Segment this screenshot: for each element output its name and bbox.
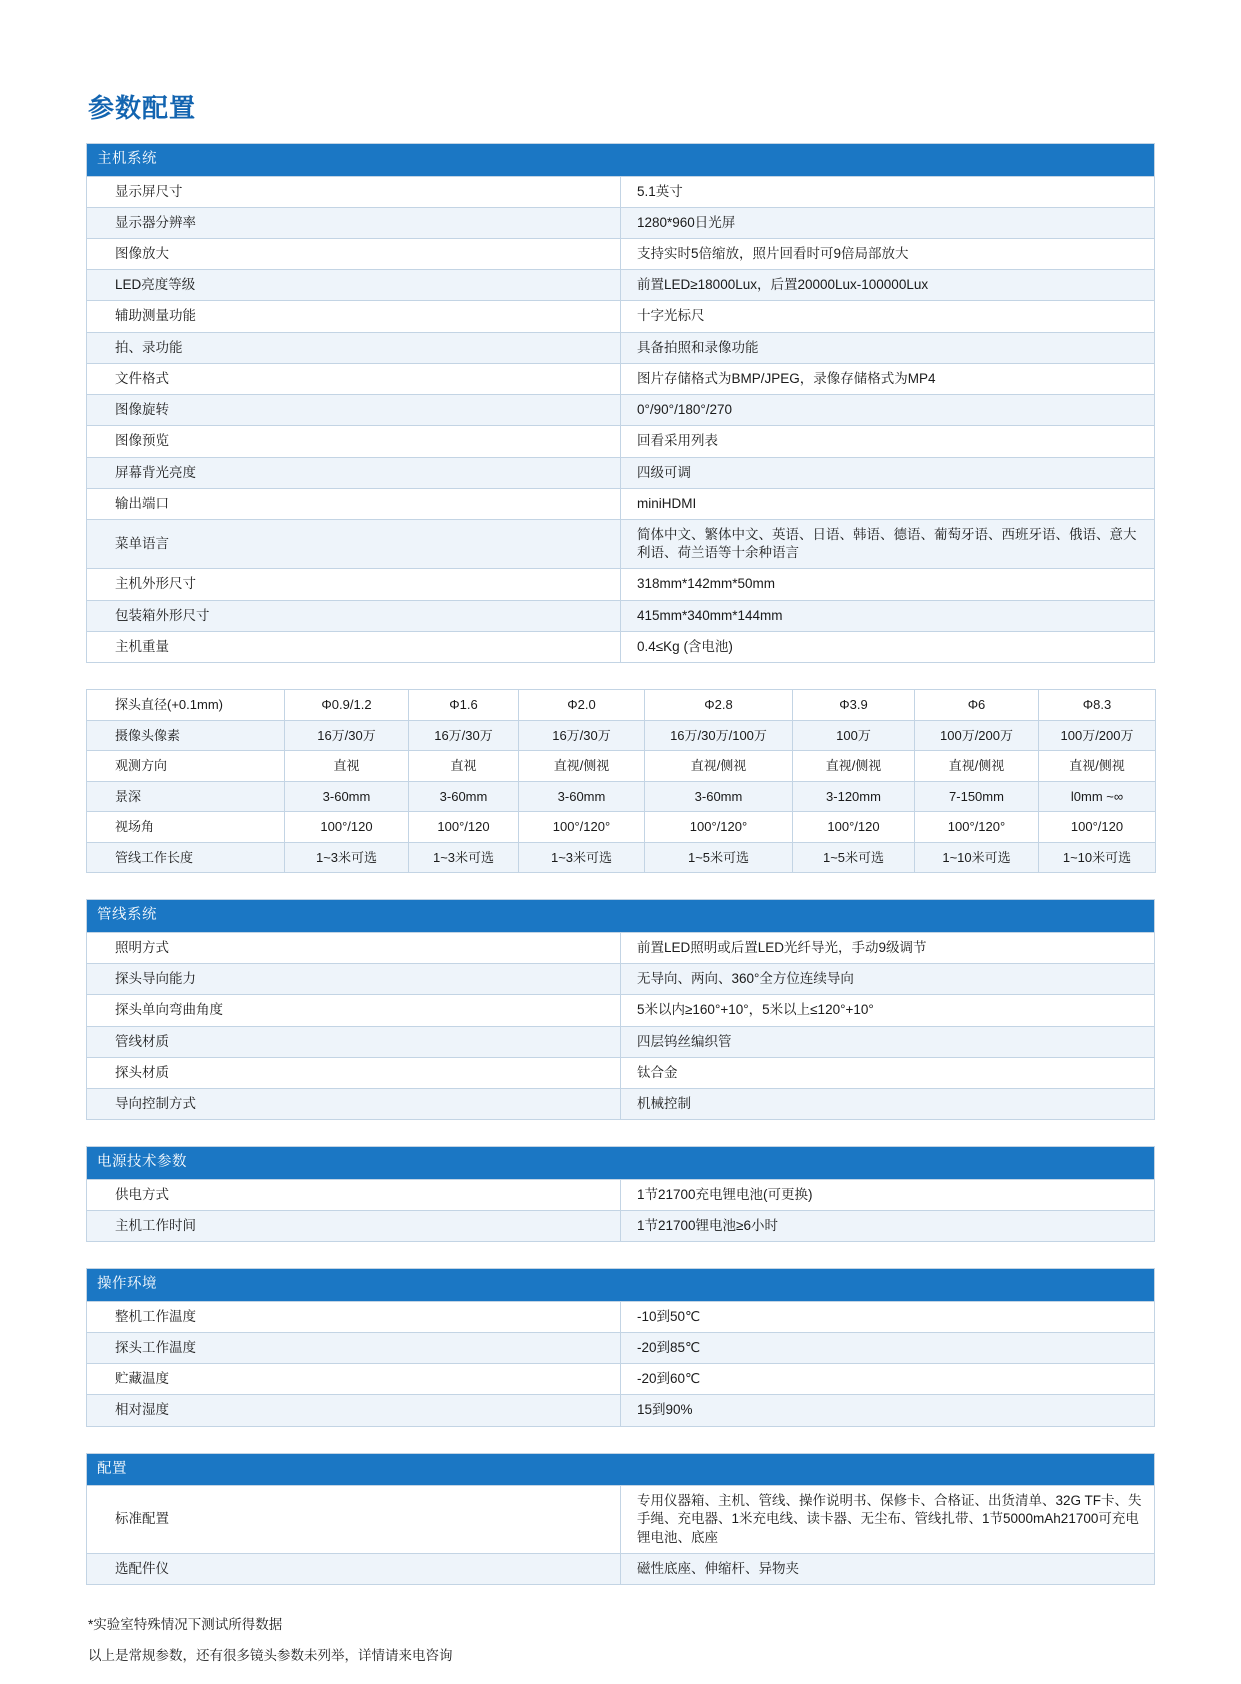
table-row bbox=[87, 1026, 1155, 1057]
cell: 100万 bbox=[793, 720, 915, 751]
row-label: 输出端口 bbox=[87, 488, 621, 519]
cell: 直视/侧视 bbox=[519, 751, 645, 782]
row-label: 探头材质 bbox=[87, 1057, 621, 1088]
pipeline-system-table bbox=[86, 899, 1155, 1120]
row-label: 照明方式 bbox=[87, 932, 621, 963]
cell: 16万/30万 bbox=[285, 720, 409, 751]
page-title: 参数配置 bbox=[88, 93, 197, 123]
table-row bbox=[87, 1089, 1155, 1120]
cell: Φ6 bbox=[915, 690, 1039, 721]
cell: 16万/30万 bbox=[409, 720, 519, 751]
table-row bbox=[87, 301, 1155, 332]
cell: 1~3米可选 bbox=[519, 842, 645, 873]
row-value: 318mm*142mm*50mm bbox=[621, 569, 1155, 600]
row-value: 1280*960日光屏 bbox=[621, 207, 1155, 238]
row-value: 具备拍照和录像功能 bbox=[621, 332, 1155, 363]
cell: Φ2.0 bbox=[519, 690, 645, 721]
row-label: 供电方式 bbox=[87, 1179, 621, 1210]
table-row bbox=[87, 176, 1155, 207]
row-label: LED亮度等级 bbox=[87, 270, 621, 301]
table-row bbox=[87, 519, 1155, 568]
section-header-host-system bbox=[87, 144, 1155, 177]
cell: 100°/120 bbox=[793, 812, 915, 843]
table-row bbox=[87, 964, 1155, 995]
cell: 100°/120 bbox=[1039, 812, 1156, 843]
cell: Φ8.3 bbox=[1039, 690, 1156, 721]
section-header-environment bbox=[87, 1269, 1155, 1302]
row-label: 导向控制方式 bbox=[87, 1089, 621, 1120]
row-label: 显示屏尺寸 bbox=[87, 176, 621, 207]
row-value: 钛合金 bbox=[621, 1057, 1155, 1088]
table-row bbox=[87, 426, 1155, 457]
cell: 100°/120 bbox=[409, 812, 519, 843]
row-value: -20到85℃ bbox=[621, 1333, 1155, 1364]
environment-table bbox=[86, 1268, 1155, 1426]
table-row bbox=[87, 1211, 1155, 1242]
footnote-line-2: 以上是常规参数，还有很多镜头参数未列举，详情请来电咨询 bbox=[88, 1648, 453, 1664]
table-row bbox=[87, 720, 1156, 751]
row-value: 十字光标尺 bbox=[621, 301, 1155, 332]
row-value: 四层钨丝编织管 bbox=[621, 1026, 1155, 1057]
cell: 1~3米可选 bbox=[409, 842, 519, 873]
cell: 3-60mm bbox=[645, 781, 793, 812]
row-value: 415mm*340mm*144mm bbox=[621, 600, 1155, 631]
row-value: -20到60℃ bbox=[621, 1364, 1155, 1395]
cell: 16万/30万 bbox=[519, 720, 645, 751]
table-row bbox=[87, 1486, 1155, 1554]
row-label: 视场角 bbox=[87, 812, 285, 843]
table-row bbox=[87, 781, 1156, 812]
row-label: 探头单向弯曲角度 bbox=[87, 995, 621, 1026]
host-system-table bbox=[86, 143, 1155, 663]
table-row bbox=[87, 332, 1155, 363]
row-label: 屏幕背光亮度 bbox=[87, 457, 621, 488]
row-label: 管线工作长度 bbox=[87, 842, 285, 873]
section-header-configuration bbox=[87, 1453, 1155, 1486]
table-row bbox=[87, 1057, 1155, 1088]
cell: 100万/200万 bbox=[915, 720, 1039, 751]
cell: 1~10米可选 bbox=[915, 842, 1039, 873]
row-label: 管线材质 bbox=[87, 1026, 621, 1057]
row-value: 5米以内≥160°+10°，5米以上≤120°+10° bbox=[621, 995, 1155, 1026]
row-value: 简体中文、繁体中文、英语、日语、韩语、德语、葡萄牙语、西班牙语、俄语、意大利语、荷兰语等十余种语言 bbox=[621, 519, 1155, 568]
row-value: 15到90% bbox=[621, 1395, 1155, 1426]
cell: 直视 bbox=[285, 751, 409, 782]
cell: 1~5米可选 bbox=[645, 842, 793, 873]
table-row bbox=[87, 631, 1155, 662]
table-row bbox=[87, 1364, 1155, 1395]
probe-spec-table bbox=[86, 689, 1156, 873]
row-label: 探头工作温度 bbox=[87, 1333, 621, 1364]
row-label: 探头直径(+0.1mm) bbox=[87, 690, 285, 721]
row-value: 0°/90°/180°/270 bbox=[621, 395, 1155, 426]
row-label: 包装箱外形尺寸 bbox=[87, 600, 621, 631]
table-row bbox=[87, 569, 1155, 600]
row-value: 1节21700锂电池≥6小时 bbox=[621, 1211, 1155, 1242]
cell: 3-60mm bbox=[409, 781, 519, 812]
cell: Φ3.9 bbox=[793, 690, 915, 721]
cell: 直视/侧视 bbox=[915, 751, 1039, 782]
row-value: 回看采用列表 bbox=[621, 426, 1155, 457]
row-label: 相对湿度 bbox=[87, 1395, 621, 1426]
row-label: 图像预览 bbox=[87, 426, 621, 457]
row-value: 支持实时5倍缩放，照片回看时可9倍局部放大 bbox=[621, 239, 1155, 270]
table-row bbox=[87, 363, 1155, 394]
row-label: 探头导向能力 bbox=[87, 964, 621, 995]
row-value: 机械控制 bbox=[621, 1089, 1155, 1120]
cell: 3-120mm bbox=[793, 781, 915, 812]
table-row bbox=[87, 395, 1155, 426]
cell: 16万/30万/100万 bbox=[645, 720, 793, 751]
row-label: 观测方向 bbox=[87, 751, 285, 782]
row-label: 辅助测量功能 bbox=[87, 301, 621, 332]
cell: l0mm ~∞ bbox=[1039, 781, 1156, 812]
table-row bbox=[87, 207, 1155, 238]
row-value: 1节21700充电锂电池(可更换) bbox=[621, 1179, 1155, 1210]
table-row bbox=[87, 600, 1155, 631]
cell: 100°/120° bbox=[519, 812, 645, 843]
row-label: 显示器分辨率 bbox=[87, 207, 621, 238]
row-label: 文件格式 bbox=[87, 363, 621, 394]
table-row bbox=[87, 842, 1156, 873]
table-row bbox=[87, 239, 1155, 270]
table-row bbox=[87, 488, 1155, 519]
row-label: 选配件仪 bbox=[87, 1553, 621, 1584]
cell: Φ0.9/1.2 bbox=[285, 690, 409, 721]
section-header-label: 操作环境 bbox=[87, 1269, 1155, 1302]
cell: 1~3米可选 bbox=[285, 842, 409, 873]
cell: 1~10米可选 bbox=[1039, 842, 1156, 873]
cell: 7-150mm bbox=[915, 781, 1039, 812]
section-header-label: 电源技术参数 bbox=[87, 1147, 1155, 1180]
table-row bbox=[87, 457, 1155, 488]
row-label: 摄像头像素 bbox=[87, 720, 285, 751]
configuration-table bbox=[86, 1453, 1155, 1585]
cell: Φ2.8 bbox=[645, 690, 793, 721]
table-row bbox=[87, 690, 1156, 721]
table-row bbox=[87, 1301, 1155, 1332]
row-value: 专用仪器箱、主机、管线、操作说明书、保修卡、合格证、出货清单、32G TF卡、失手绳、充电器、1米充电线、读卡器、无尘布、管线扎带、1节5000mAh21700可充电锂电池、底座 bbox=[621, 1486, 1155, 1554]
cell: 直视 bbox=[409, 751, 519, 782]
cell: 直视/侧视 bbox=[793, 751, 915, 782]
table-row bbox=[87, 932, 1155, 963]
table-row bbox=[87, 270, 1155, 301]
row-value: 前置LED≥18000Lux，后置20000Lux-100000Lux bbox=[621, 270, 1155, 301]
cell: 100°/120 bbox=[285, 812, 409, 843]
row-value: 0.4≤Kg (含电池) bbox=[621, 631, 1155, 662]
row-label: 贮藏温度 bbox=[87, 1364, 621, 1395]
row-value: 前置LED照明或后置LED光纤导光，手动9级调节 bbox=[621, 932, 1155, 963]
cell: 1~5米可选 bbox=[793, 842, 915, 873]
table-row bbox=[87, 995, 1155, 1026]
footnotes bbox=[86, 1611, 1155, 1669]
section-header-power-params bbox=[87, 1147, 1155, 1180]
row-label: 拍、录功能 bbox=[87, 332, 621, 363]
row-label: 主机工作时间 bbox=[87, 1211, 621, 1242]
cell: 3-60mm bbox=[285, 781, 409, 812]
table-row bbox=[87, 751, 1156, 782]
cell: 3-60mm bbox=[519, 781, 645, 812]
row-label: 主机重量 bbox=[87, 631, 621, 662]
section-header-label: 主机系统 bbox=[87, 144, 1155, 177]
row-label: 景深 bbox=[87, 781, 285, 812]
row-label: 整机工作温度 bbox=[87, 1301, 621, 1332]
row-label: 图像旋转 bbox=[87, 395, 621, 426]
power-params-table bbox=[86, 1146, 1155, 1242]
row-value: 图片存储格式为BMP/JPEG，录像存储格式为MP4 bbox=[621, 363, 1155, 394]
section-header-pipeline-system bbox=[87, 900, 1155, 933]
row-label: 标准配置 bbox=[87, 1486, 621, 1554]
cell: Φ1.6 bbox=[409, 690, 519, 721]
table-row bbox=[87, 1179, 1155, 1210]
row-value: 5.1英寸 bbox=[621, 176, 1155, 207]
row-label: 图像放大 bbox=[87, 239, 621, 270]
cell: 直视/侧视 bbox=[1039, 751, 1156, 782]
row-value: -10到50℃ bbox=[621, 1301, 1155, 1332]
table-row bbox=[87, 1395, 1155, 1426]
cell: 100万/200万 bbox=[1039, 720, 1156, 751]
cell: 100°/120° bbox=[915, 812, 1039, 843]
cell: 100°/120° bbox=[645, 812, 793, 843]
row-value: 无导向、两向、360°全方位连续导向 bbox=[621, 964, 1155, 995]
row-value: 四级可调 bbox=[621, 457, 1155, 488]
cell: 直视/侧视 bbox=[645, 751, 793, 782]
row-label: 主机外形尺寸 bbox=[87, 569, 621, 600]
section-header-label: 配置 bbox=[87, 1453, 1155, 1486]
section-header-label: 管线系统 bbox=[87, 900, 1155, 933]
table-row bbox=[87, 1333, 1155, 1364]
footnote-line-1: *实验室特殊情况下测试所得数据 bbox=[88, 1617, 283, 1633]
row-value: 磁性底座、伸缩杆、异物夹 bbox=[621, 1553, 1155, 1584]
table-row bbox=[87, 1553, 1155, 1584]
row-label: 菜单语言 bbox=[87, 519, 621, 568]
table-row bbox=[87, 812, 1156, 843]
row-value: miniHDMI bbox=[621, 488, 1155, 519]
